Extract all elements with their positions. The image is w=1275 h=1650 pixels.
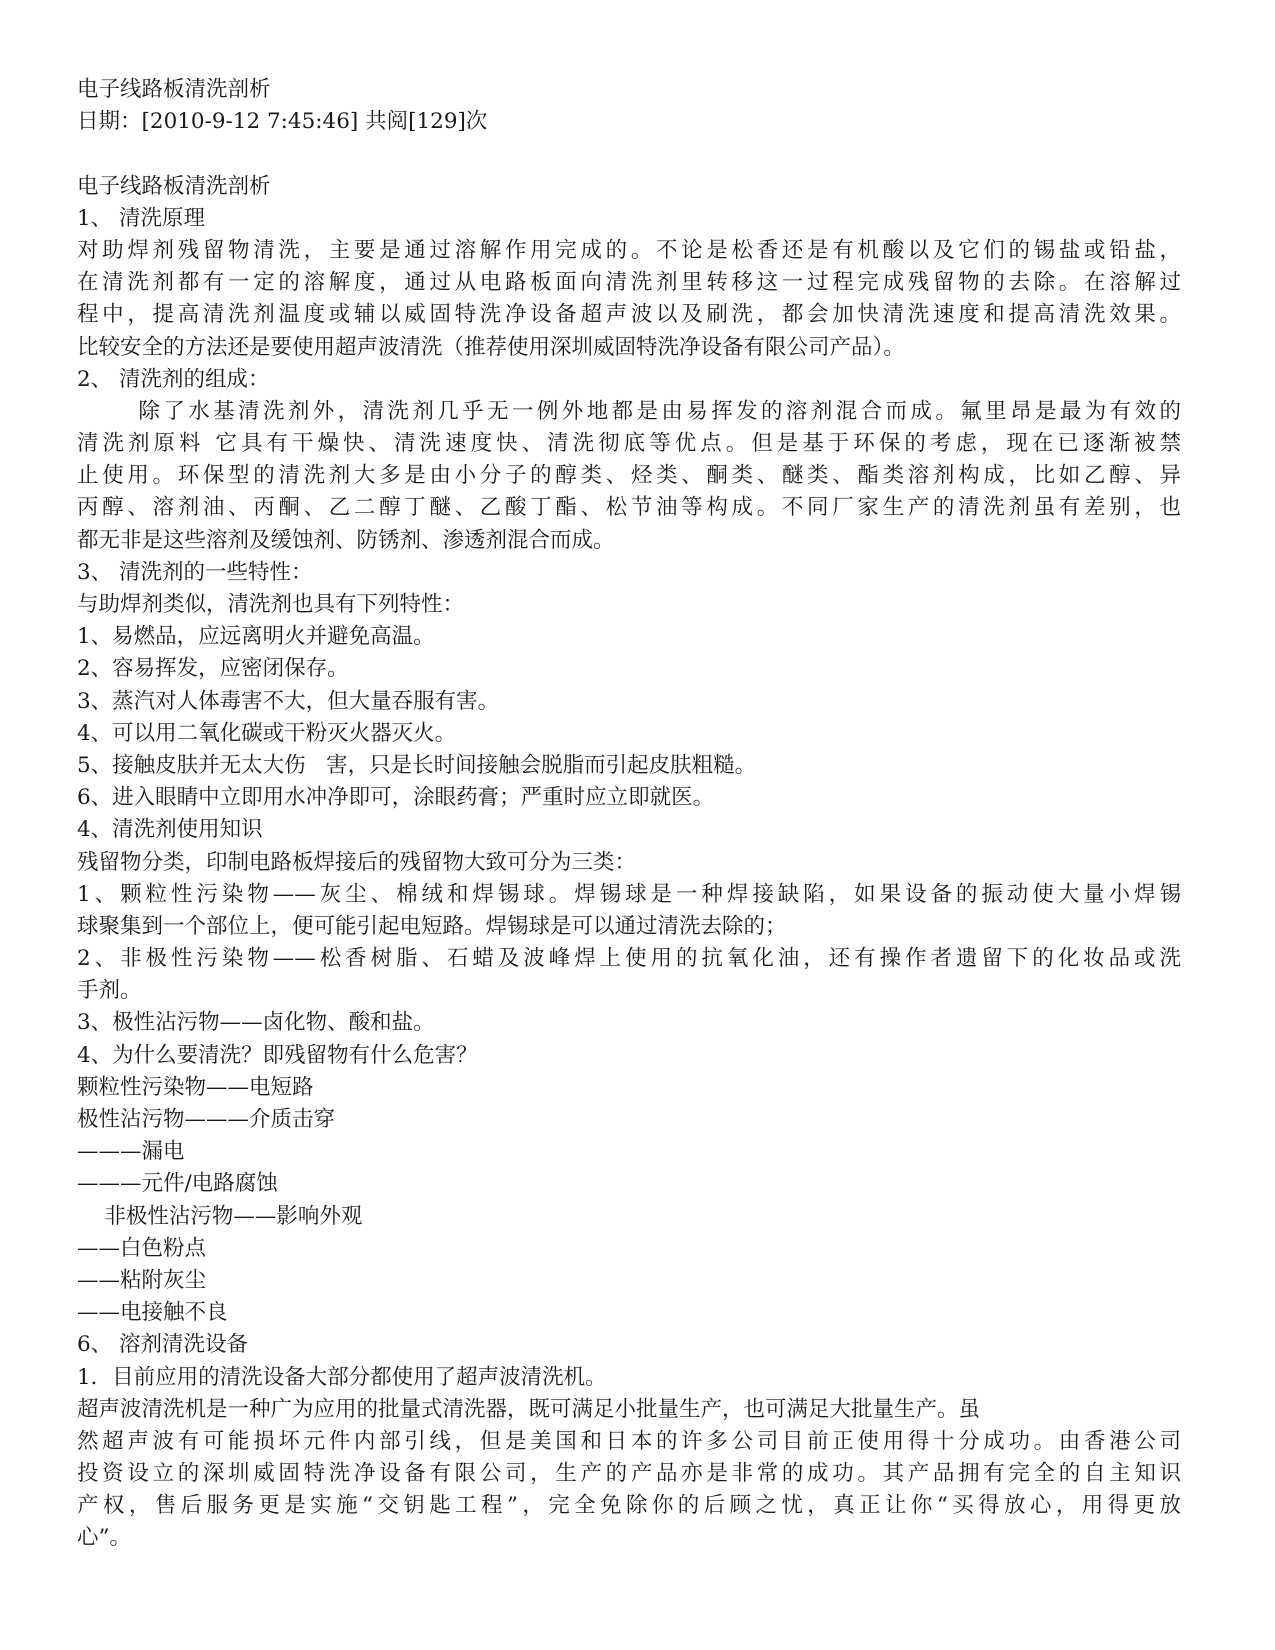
list-item: 2、容易挥发，应密闭保存。 — [77, 656, 349, 682]
paragraph-line: 清洗剂原料 它具有干燥快、清洗速度快、清洗彻底等优点。但是基于环保的考虑，现在已逐渐被禁 — [77, 431, 1181, 457]
list-item: 1、颗粒性污染物——灰尘、棉绒和焊锡球。焊锡球是一种焊接缺陷，如果设备的振动使大量小焊锡 — [77, 881, 1181, 907]
paragraph-line: 丙醇、溶剂油、丙酮、乙二醇丁醚、乙酸丁酯、松节油等构成。不同厂家生产的清洗剂虽有差别，也 — [77, 495, 1181, 521]
paragraph-line: 然超声波有可能损坏元件内部引线，但是美国和日本的许多公司目前正使用得十分成功。由香港公司 — [77, 1428, 1181, 1454]
list-item-continuation: 手剂。 — [77, 978, 142, 1004]
list-item: 6、进入眼睛中立即用水冲净即可，涂眼药膏；严重时应立即就医。 — [77, 785, 715, 811]
list-item: 4、可以用二氧化碳或干粉灭火器灭火。 — [77, 720, 457, 746]
list-item: ——粘附灰尘 — [77, 1267, 207, 1293]
paragraph-line: 与助焊剂类似，清洗剂也具有下列特性： — [77, 592, 465, 617]
list-item: 2、非极性污染物——松香树脂、石蜡及波峰焊上使用的抗氧化油，还有操作者遗留下的化妆品或洗 — [77, 946, 1181, 972]
blank-line — [77, 138, 1181, 170]
section-heading: 3、 清洗剂的一些特性： — [77, 559, 313, 585]
list-item: ——电接触不良 — [77, 1300, 228, 1326]
list-item: 非极性沾污物——影响外观 — [77, 1203, 363, 1229]
paragraph-line: 比较安全的方法还是要使用超声波清洗（推荐使用深圳威固特洗净设备有限公司产品）。 — [77, 334, 905, 360]
paragraph-line: 程中，提高清洗剂温度或辅以威固特洗净设备超声波以及刷洗，都会加快清洗速度和提高清洗效果。 — [77, 302, 1181, 328]
paragraph-line: 残留物分类，印制电路板焊接后的残留物大致可分为三类： — [77, 849, 637, 875]
paragraph-line: 心”。 — [77, 1525, 131, 1551]
list-item: ———漏电 — [77, 1139, 185, 1165]
section-heading: 6、 溶剂清洗设备 — [77, 1332, 249, 1358]
section-heading: 4、清洗剂使用知识 — [77, 817, 263, 843]
paragraph-line: 对助焊剂残留物清洗，主要是通过溶解作用完成的。不论是松香还是有机酸以及它们的锡盐或铅盐， — [77, 237, 1181, 263]
section-heading: 1、 清洗原理 — [77, 205, 206, 231]
list-item: 颗粒性污染物——电短路 — [77, 1074, 314, 1100]
list-item: 1、易燃品，应远离明火并避免高温。 — [77, 624, 435, 650]
document-body — [77, 74, 1181, 1555]
list-item: 3、蒸汽对人体毒害不大，但大量吞服有害。 — [77, 688, 500, 714]
list-item: 3、极性沾污物——卤化物、酸和盐。 — [77, 1010, 435, 1036]
paragraph-line: 除了水基清洗剂外，清洗剂几乎无一例外地都是由易挥发的溶剂混合而成。氟里昂是最为有效的 — [77, 398, 1181, 424]
paragraph-line: 1．目前应用的清洗设备大部分都使用了超声波清洗机。 — [77, 1364, 607, 1390]
paragraph-line: 都无非是这些溶剂及缓蚀剂、防锈剂、渗透剂混合而成。 — [77, 527, 615, 553]
list-item: ——白色粉点 — [77, 1235, 207, 1261]
section-heading: 4、为什么要清洗？即残留物有什么危害？ — [77, 1042, 478, 1068]
paragraph-line: 投资设立的深圳威固特洗净设备有限公司，生产的产品亦是非常的成功。其产品拥有完全的自主知识 — [77, 1461, 1181, 1487]
list-item: 极性沾污物———介质击穿 — [77, 1107, 336, 1132]
list-item: 5、接触皮肤并无太大伤 害，只是长时间接触会脱脂而引起皮肤粗糙。 — [77, 752, 757, 778]
section-heading: 2、 清洗剂的组成： — [77, 366, 270, 392]
paragraph-line: 产权，售后服务更是实施“交钥匙工程”，完全免除你的后顾之忧，真正让你“买得放心，用得更放 — [77, 1493, 1181, 1519]
list-item-continuation: 球聚集到一个部位上，便可能引起电短路。焊锡球是可以通过清洗去除的； — [77, 913, 787, 939]
paragraph-line: 在清洗剂都有一定的溶解度，通过从电路板面向清洗剂里转移这一过程完成残留物的去除。在溶解过 — [77, 270, 1181, 296]
list-item: ———元件/电路腐蚀 — [77, 1171, 278, 1197]
document-title: 电子线路板清洗剖析 — [77, 77, 271, 102]
paragraph-line: 止使用。环保型的清洗剂大多是由小分子的醇类、烃类、酮类、醚类、酯类溶剂构成，比如乙醇、异 — [77, 463, 1181, 489]
paragraph-line: 超声波清洗机是一种广为应用的批量式清洗器，既可满足小批量生产，也可满足大批量生产。虽 — [77, 1396, 981, 1422]
article-subtitle: 电子线路板清洗剖析 — [77, 173, 271, 199]
document-meta: 日期：[2010-9-12 7:45:46] 共阅[129]次 — [77, 109, 488, 135]
